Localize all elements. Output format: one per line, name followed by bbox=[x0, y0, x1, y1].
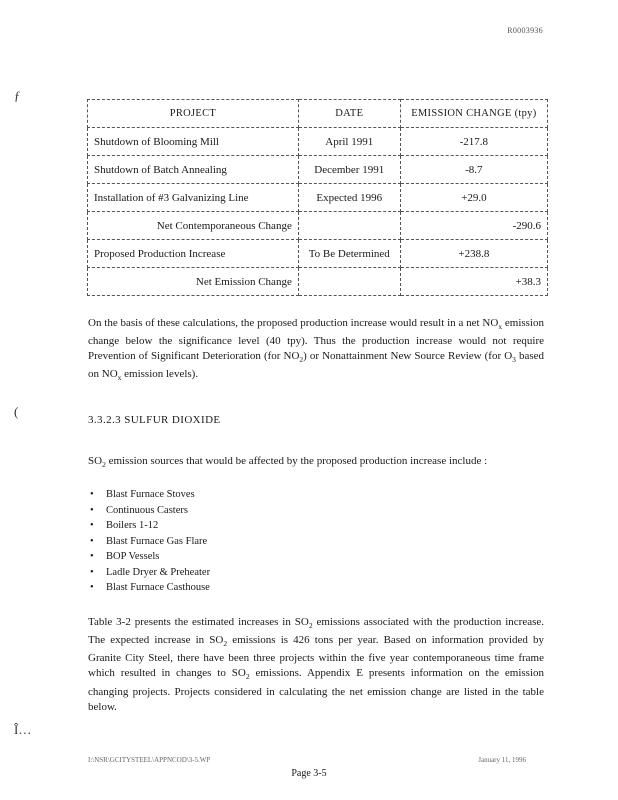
proposed-increase-date: To Be Determined bbox=[298, 240, 400, 268]
list-item: • Ladle Dryer & Preheater bbox=[88, 565, 210, 581]
column-header-project: PROJECT bbox=[88, 100, 299, 128]
list-item: • Blast Furnace Gas Flare bbox=[88, 534, 210, 550]
list-item: • Boilers 1-12 bbox=[88, 518, 210, 534]
page-number: Page 3-5 bbox=[291, 768, 327, 779]
section-heading: 3.3.2.3 SULFUR DIOXIDE bbox=[88, 414, 221, 426]
sources-lead-sentence: $SO_2$ emission sources that would be affected by the proposed production increase include : bbox=[88, 455, 488, 470]
net-emission-row bbox=[88, 268, 548, 296]
proposed-increase-row bbox=[88, 240, 548, 268]
net-contemporaneous-value: -290.6 bbox=[400, 212, 547, 240]
paragraph-nox-conclusion: On the basis of these calculations, the proposed production increase would result in a net $NO_x$ emission change below the significance level (40 tpy). Thus the production increase would not require Prevention of Significant Deterioration (for $NO_2$) or Nonattainment New Source Review (for $O_3$ based on $NO_x$ emission levels). bbox=[88, 317, 544, 383]
change-cell: -217.8 bbox=[400, 128, 547, 156]
emission-sources-list bbox=[88, 487, 210, 596]
list-item: • BOP Vessels bbox=[88, 549, 210, 565]
table-row bbox=[88, 128, 548, 156]
margin-mark: ƒ bbox=[14, 88, 21, 103]
date-cell: December 1991 bbox=[298, 156, 400, 184]
proposed-increase-change: +238.8 bbox=[400, 240, 547, 268]
net-contemporaneous-row bbox=[88, 212, 548, 240]
column-header-date: DATE bbox=[298, 100, 400, 128]
table-header-row bbox=[88, 100, 548, 128]
empty-cell bbox=[298, 212, 400, 240]
paragraph-so2-table: Table 3-2 presents the estimated increases in $SO_2$ emissions associated with the production increase. The expected increase in $SO_2$ emissions is 426 tons per year. Based on information provided by Granite City Steel, there have been three projects within the five year contemporaneous time frame which resulted in changes to $SO_2$ emissions. Appendix E presents information on the emission changing projects. Projects considered in calculating the net emission change are listed in the table below. bbox=[88, 616, 545, 713]
change-cell: -8.7 bbox=[400, 156, 547, 184]
date-cell: April 1991 bbox=[298, 128, 400, 156]
footer-file-path: I:\NSR\GCITYSTEEL\APPNCOD\3-5.WP bbox=[88, 756, 211, 764]
net-emission-value: +38.3 bbox=[400, 268, 547, 296]
project-cell: Shutdown of Blooming Mill bbox=[88, 128, 299, 156]
table-row bbox=[88, 156, 548, 184]
margin-mark: Î… bbox=[14, 722, 32, 737]
footer-date: January 11, 1996 bbox=[478, 756, 526, 764]
list-item: • Blast Furnace Stoves bbox=[88, 487, 210, 503]
proposed-increase-label: Proposed Production Increase bbox=[88, 240, 299, 268]
list-item: • Continuous Casters bbox=[88, 503, 210, 519]
table-row bbox=[88, 184, 548, 212]
project-cell: Shutdown of Batch Annealing bbox=[88, 156, 299, 184]
emission-change-table bbox=[87, 99, 548, 296]
change-cell: +29.0 bbox=[400, 184, 547, 212]
document-id: R0003936 bbox=[507, 26, 543, 35]
list-item: • Blast Furnace Casthouse bbox=[88, 580, 210, 596]
column-header-emission-change: EMISSION CHANGE (tpy) bbox=[400, 100, 547, 128]
net-emission-label: Net Emission Change bbox=[88, 268, 299, 296]
net-contemporaneous-label: Net Contemporaneous Change bbox=[88, 212, 299, 240]
date-cell: Expected 1996 bbox=[298, 184, 400, 212]
empty-cell bbox=[298, 268, 400, 296]
margin-mark: ( bbox=[14, 404, 19, 419]
project-cell: Installation of #3 Galvanizing Line bbox=[88, 184, 299, 212]
